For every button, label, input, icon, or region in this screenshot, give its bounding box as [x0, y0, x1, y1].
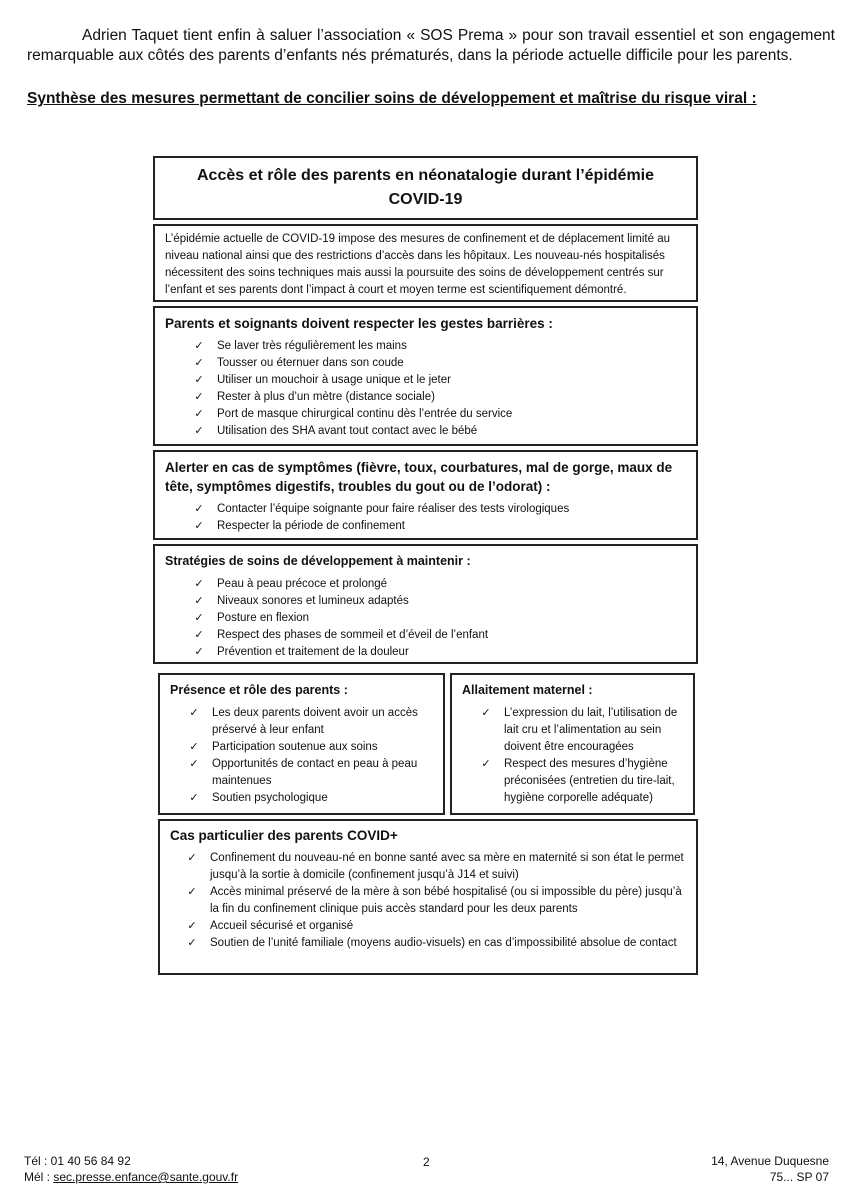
footer-address	[711, 1153, 829, 1185]
presence-list	[170, 705, 433, 807]
check-list-item-text: Soutien de l’unité familiale (moyens audio-visuels) en cas d’impossibilité absolue de contact	[210, 937, 677, 949]
check-list-item-text: Confinement du nouveau-né en bonne santé avec sa mère en maternité si son état le permet jusqu’à la sortie à domicile (confinement jusqu’à J14 et suivi)	[210, 852, 684, 881]
page-number: 2	[423, 1155, 430, 1169]
checkmark-icon: ✓	[194, 374, 204, 386]
gestes-barrieres-box	[153, 306, 698, 446]
check-list-item-text: Se laver très régulièrement les mains	[217, 340, 407, 352]
check-list-item	[191, 355, 686, 372]
section-heading: Synthèse des mesures permettant de concilier soins de développement et maîtrise du risque viral :	[27, 90, 757, 107]
check-list-item	[186, 739, 433, 756]
intro-paragraph: Adrien Taquet tient enfin à saluer l’association « SOS Prema » pour son travail essentiel et son engagement remarquable aux côtés des parents d’enfants nés prématurés, dans la période actuelle difficile pour les parents.	[27, 26, 835, 64]
check-list-item	[191, 389, 686, 406]
footer-address-line1: 14, Avenue Duquesne	[711, 1154, 829, 1168]
infographic-intro-box: L’épidémie actuelle de COVID-19 impose des mesures de confinement et de déplacement limité au niveau national ainsi que des restrictions d’accès dans les hôpitaux. Les nouveau-nés hospitalisés nécessitent des soins techniques mais aussi la poursuite des soins de développement centrés sur l’enfant et ses parents dont l’impact à court et moyen terme est scientifiquement démontré.	[153, 224, 698, 302]
checkmark-icon: ✓	[194, 357, 204, 369]
check-list-item	[186, 705, 433, 739]
check-list-item	[186, 756, 433, 790]
check-list-item	[191, 372, 686, 389]
checkmark-icon: ✓	[187, 937, 197, 949]
covid-list	[170, 850, 686, 952]
check-list-item	[191, 338, 686, 355]
footer-address-line2: 75... SP 07	[769, 1170, 829, 1184]
check-list-item	[191, 406, 686, 423]
footer-phone: Tél : 01 40 56 84 92	[24, 1154, 131, 1168]
alerter-heading: Alerter en cas de symptômes (fièvre, toux, courbatures, mal de gorge, maux de tête, symptômes digestifs, troubles du gout ou de l’odorat) :	[165, 460, 673, 494]
allaitement-heading: Allaitement maternel :	[462, 683, 593, 697]
strategies-heading: Stratégies de soins de développement à maintenir :	[165, 554, 471, 568]
check-list-item-text: Accès minimal préservé de la mère à son bébé hospitalisé (ou si impossible du père) jusqu’à la fin du confinement clinique puis accès standard pour les deux parents	[210, 886, 682, 915]
checkmark-icon: ✓	[194, 425, 204, 437]
strategies-list	[165, 576, 686, 661]
checkmark-icon: ✓	[194, 578, 204, 590]
check-list-item	[186, 790, 433, 807]
check-list-item-text: Peau à peau précoce et prolongé	[217, 578, 388, 590]
infographic-title-line1: Accès et rôle des parents en néonatalogie durant l’épidémie	[196, 167, 655, 184]
alerter-list	[165, 501, 686, 535]
checkmark-icon: ✓	[194, 612, 204, 624]
checkmark-icon: ✓	[189, 707, 199, 719]
check-list-item-text: Contacter l’équipe soignante pour faire réaliser des tests virologiques	[217, 503, 570, 515]
checkmark-icon: ✓	[194, 408, 204, 420]
covid-heading: Cas particulier des parents COVID+	[170, 828, 398, 843]
footer-mail-line	[24, 1169, 238, 1185]
presence-heading: Présence et rôle des parents :	[170, 683, 348, 697]
check-list-item-text: Posture en flexion	[217, 612, 310, 624]
checkmark-icon: ✓	[194, 391, 204, 403]
check-list-item	[191, 610, 686, 627]
check-list-item	[191, 576, 686, 593]
strategies-box	[153, 544, 698, 664]
footer-contact	[24, 1153, 238, 1185]
checkmark-icon: ✓	[189, 741, 199, 753]
checkmark-icon: ✓	[187, 886, 197, 898]
checkmark-icon: ✓	[194, 520, 204, 532]
checkmark-icon: ✓	[187, 920, 197, 932]
checkmark-icon: ✓	[481, 758, 491, 770]
check-list-item	[478, 705, 683, 756]
check-list-item	[478, 756, 683, 807]
check-list-item	[184, 884, 686, 918]
checkmark-icon: ✓	[189, 792, 199, 804]
check-list-item	[184, 850, 686, 884]
check-list-item-text: Opportunités de contact en peau à peau maintenues	[212, 758, 418, 787]
check-list-item-text: Les deux parents doivent avoir un accès préservé à leur enfant	[212, 707, 418, 736]
check-list-item-text: Prévention et traitement de la douleur	[217, 646, 409, 658]
check-list-item-text: L’expression du lait, l’utilisation de lait cru et l’alimentation au sein doivent être encouragées	[504, 707, 678, 753]
gestes-list	[165, 338, 686, 440]
check-list-item-text: Respecter la période de confinement	[217, 520, 405, 532]
check-list-item-text: Utiliser un mouchoir à usage unique et le jeter	[217, 374, 451, 386]
checkmark-icon: ✓	[189, 758, 199, 770]
check-list-item	[184, 935, 686, 952]
check-list-item	[184, 918, 686, 935]
alerter-symptomes-box	[153, 450, 698, 540]
check-list-item	[191, 501, 686, 518]
checkmark-icon: ✓	[187, 852, 197, 864]
check-list-item-text: Respect des phases de sommeil et d’éveil de l’enfant	[217, 629, 489, 641]
checkmark-icon: ✓	[194, 503, 204, 515]
footer-mail-link[interactable]: sec.presse.enfance@sante.gouv.fr	[53, 1170, 239, 1184]
check-list-item-text: Utilisation des SHA avant tout contact avec le bébé	[217, 425, 478, 437]
check-list-item-text: Respect des mesures d’hygiène préconisées (entretien du tire-lait, hygiène corporelle adéquate)	[504, 758, 675, 804]
presence-parents-box	[158, 673, 445, 815]
check-list-item-text: Niveaux sonores et lumineux adaptés	[217, 595, 409, 607]
check-list-item	[191, 518, 686, 535]
check-list-item	[191, 644, 686, 661]
parents-covid-box	[158, 819, 698, 975]
checkmark-icon: ✓	[194, 340, 204, 352]
infographic-title-box	[153, 156, 698, 220]
infographic-title-line2: COVID-19	[388, 191, 463, 208]
checkmark-icon: ✓	[194, 646, 204, 658]
checkmark-icon: ✓	[481, 707, 491, 719]
allaitement-box	[450, 673, 695, 815]
check-list-item-text: Tousser ou éternuer dans son coude	[217, 357, 404, 369]
footer-mail-label: Mél :	[24, 1170, 54, 1184]
check-list-item-text: Port de masque chirurgical continu dès l’entrée du service	[217, 408, 513, 420]
check-list-item	[191, 627, 686, 644]
check-list-item-text: Accueil sécurisé et organisé	[210, 920, 354, 932]
check-list-item-text: Participation soutenue aux soins	[212, 741, 378, 753]
check-list-item	[191, 423, 686, 440]
check-list-item-text: Rester à plus d’un mètre (distance sociale)	[217, 391, 435, 403]
gestes-heading: Parents et soignants doivent respecter les gestes barrières :	[165, 316, 553, 331]
checkmark-icon: ✓	[194, 629, 204, 641]
check-list-item	[191, 593, 686, 610]
allaitement-list	[462, 705, 683, 807]
check-list-item-text: Soutien psychologique	[212, 792, 328, 804]
checkmark-icon: ✓	[194, 595, 204, 607]
